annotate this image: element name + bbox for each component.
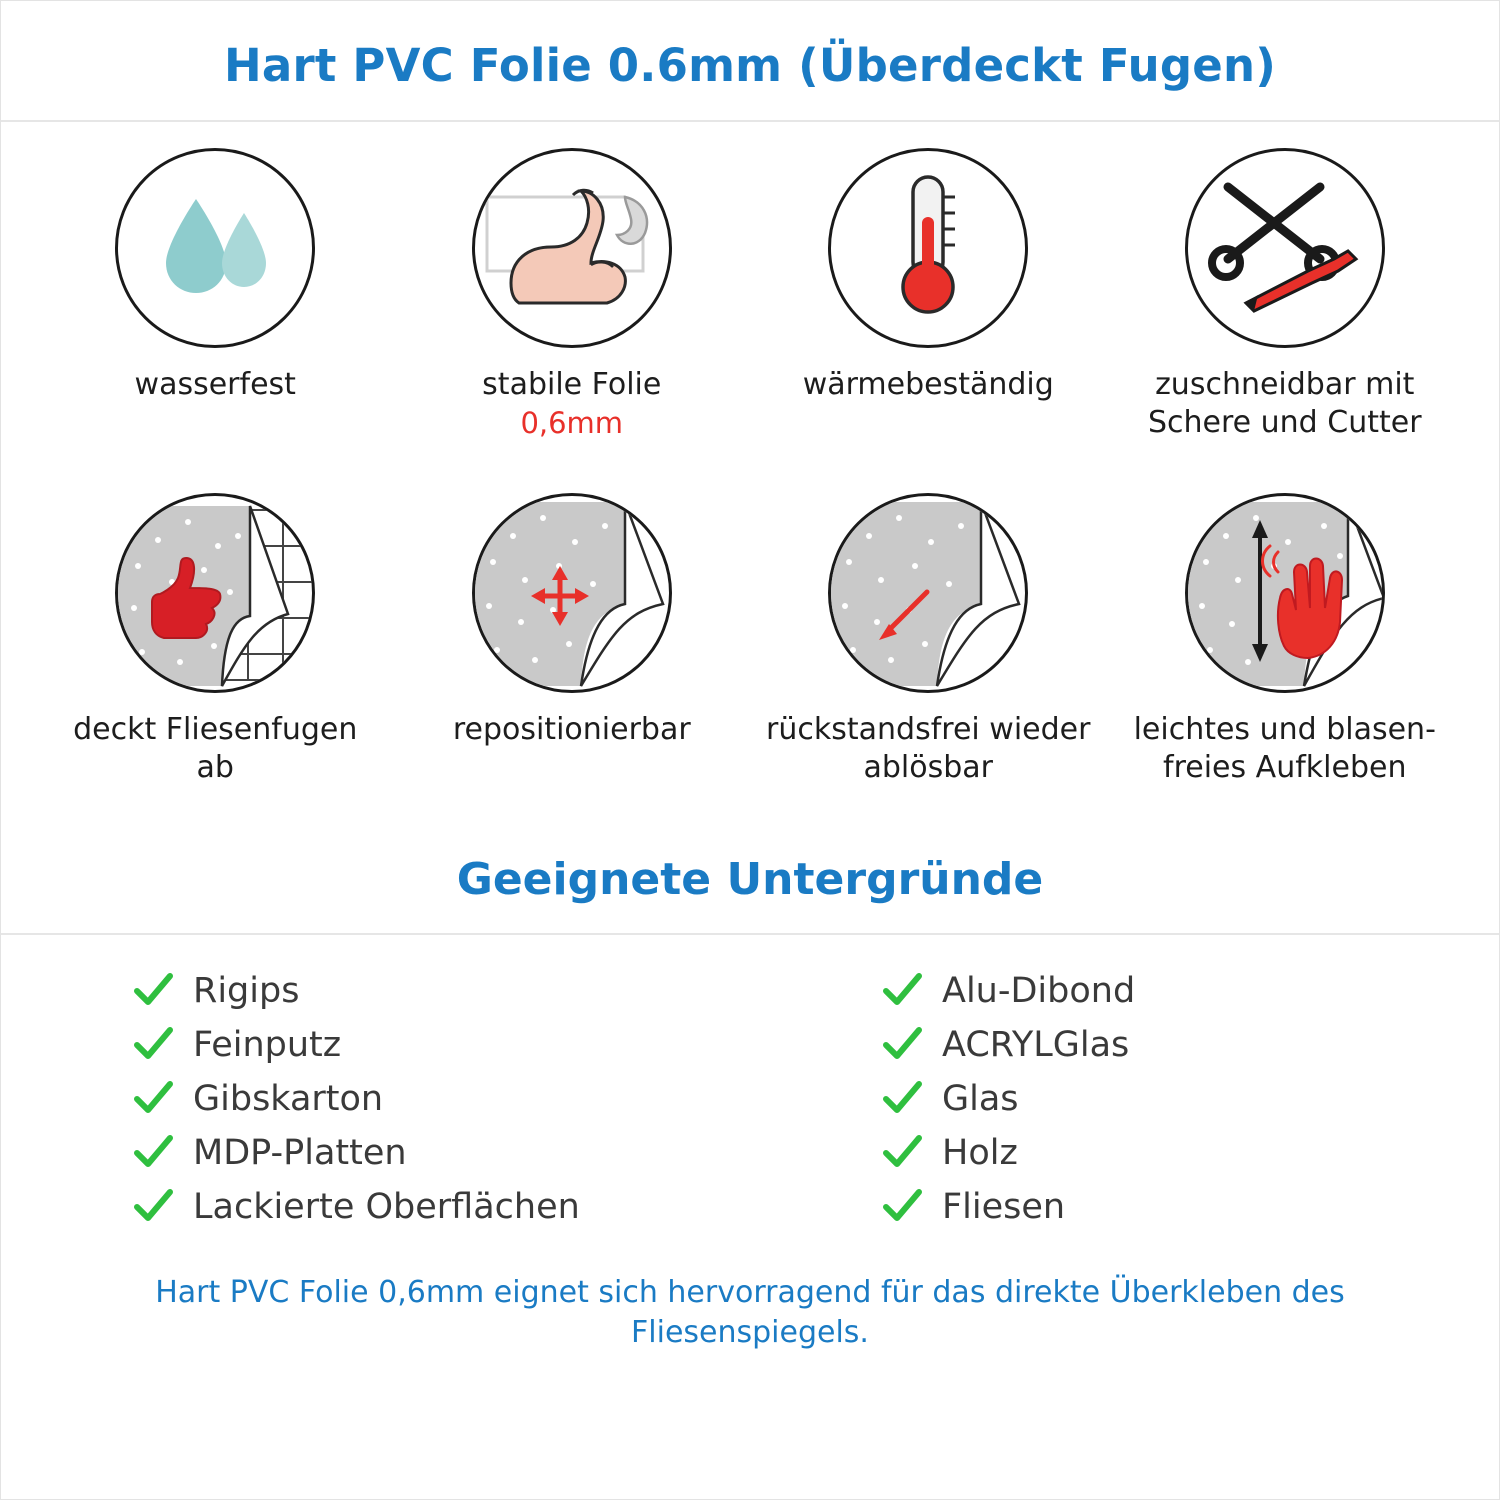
surfaces-right-column bbox=[20, 969, 1499, 1239]
feature-grid-row2 bbox=[1, 467, 1499, 790]
list-item bbox=[880, 1077, 1499, 1121]
surface-label: Feinputz bbox=[193, 1024, 342, 1065]
feature-label: stabile Folie bbox=[482, 367, 662, 402]
scissors-cutter-icon bbox=[1185, 148, 1385, 348]
check-icon bbox=[880, 969, 924, 1013]
section-title: Geeignete Untergründe bbox=[456, 853, 1044, 905]
feature-grid-row1 bbox=[1, 122, 1499, 445]
surface-label: Holz bbox=[942, 1132, 1018, 1173]
list-item bbox=[880, 969, 1499, 1013]
feature-zuschneidbar bbox=[1107, 148, 1464, 445]
peel-off-arrow-icon bbox=[828, 493, 1028, 693]
feature-sublabel: 0,6mm bbox=[520, 406, 624, 441]
feature-label: leichtes und blasen-freies Aufkleben bbox=[1133, 711, 1436, 786]
check-icon bbox=[880, 1185, 924, 1229]
feature-wasserfest bbox=[37, 148, 394, 445]
surface-label: Gibskarton bbox=[193, 1078, 384, 1119]
feature-repositionierbar bbox=[394, 493, 751, 790]
feature-label: wasserfest bbox=[134, 367, 296, 402]
feature-rueckstandsfrei bbox=[750, 493, 1107, 790]
surface-label: MDP-Platten bbox=[193, 1132, 407, 1173]
surface-label: Glas bbox=[942, 1078, 1019, 1119]
feature-label: wärmebeständig bbox=[802, 367, 1054, 402]
surface-label: Fliesen bbox=[942, 1186, 1066, 1227]
surface-label: Alu-Dibond bbox=[942, 970, 1136, 1011]
surface-label: Rigips bbox=[193, 970, 300, 1011]
strong-arm-film-icon bbox=[472, 148, 672, 348]
feature-deckt-fliesenfugen bbox=[37, 493, 394, 790]
footer-note: Hart PVC Folie 0,6mm eignet sich hervorragend für das direkte Überkleben des Fliesenspiegels. bbox=[155, 1274, 1345, 1351]
list-item bbox=[880, 1185, 1499, 1229]
check-icon bbox=[880, 1023, 924, 1067]
feature-blasenfreies-aufkleben bbox=[1107, 493, 1464, 790]
hand-smoothing-icon bbox=[1185, 493, 1385, 693]
check-icon bbox=[880, 1077, 924, 1121]
list-item bbox=[880, 1131, 1499, 1175]
thumbs-up-tiles-icon bbox=[115, 493, 315, 693]
water-drops-icon bbox=[115, 148, 315, 348]
thermometer-icon bbox=[828, 148, 1028, 348]
feature-label: zuschneidbar mit Schere und Cutter bbox=[1147, 367, 1422, 441]
check-icon bbox=[880, 1131, 924, 1175]
list-item bbox=[880, 1023, 1499, 1067]
feature-waermebestaendig bbox=[750, 148, 1107, 445]
feature-label: repositionierbar bbox=[452, 711, 691, 747]
feature-stabile-folie bbox=[394, 148, 751, 445]
feature-label: deckt Fliesenfugen ab bbox=[73, 711, 358, 786]
reposition-arrows-icon bbox=[472, 493, 672, 693]
surfaces-lists bbox=[1, 935, 1499, 1239]
surface-label: ACRYLGlas bbox=[942, 1024, 1130, 1065]
feature-label: rückstandsfrei wieder ablösbar bbox=[766, 711, 1091, 786]
surface-label: Lackierte Oberflächen bbox=[193, 1186, 580, 1227]
page-title: Hart PVC Folie 0.6mm (Überdeckt Fugen) bbox=[224, 39, 1276, 92]
